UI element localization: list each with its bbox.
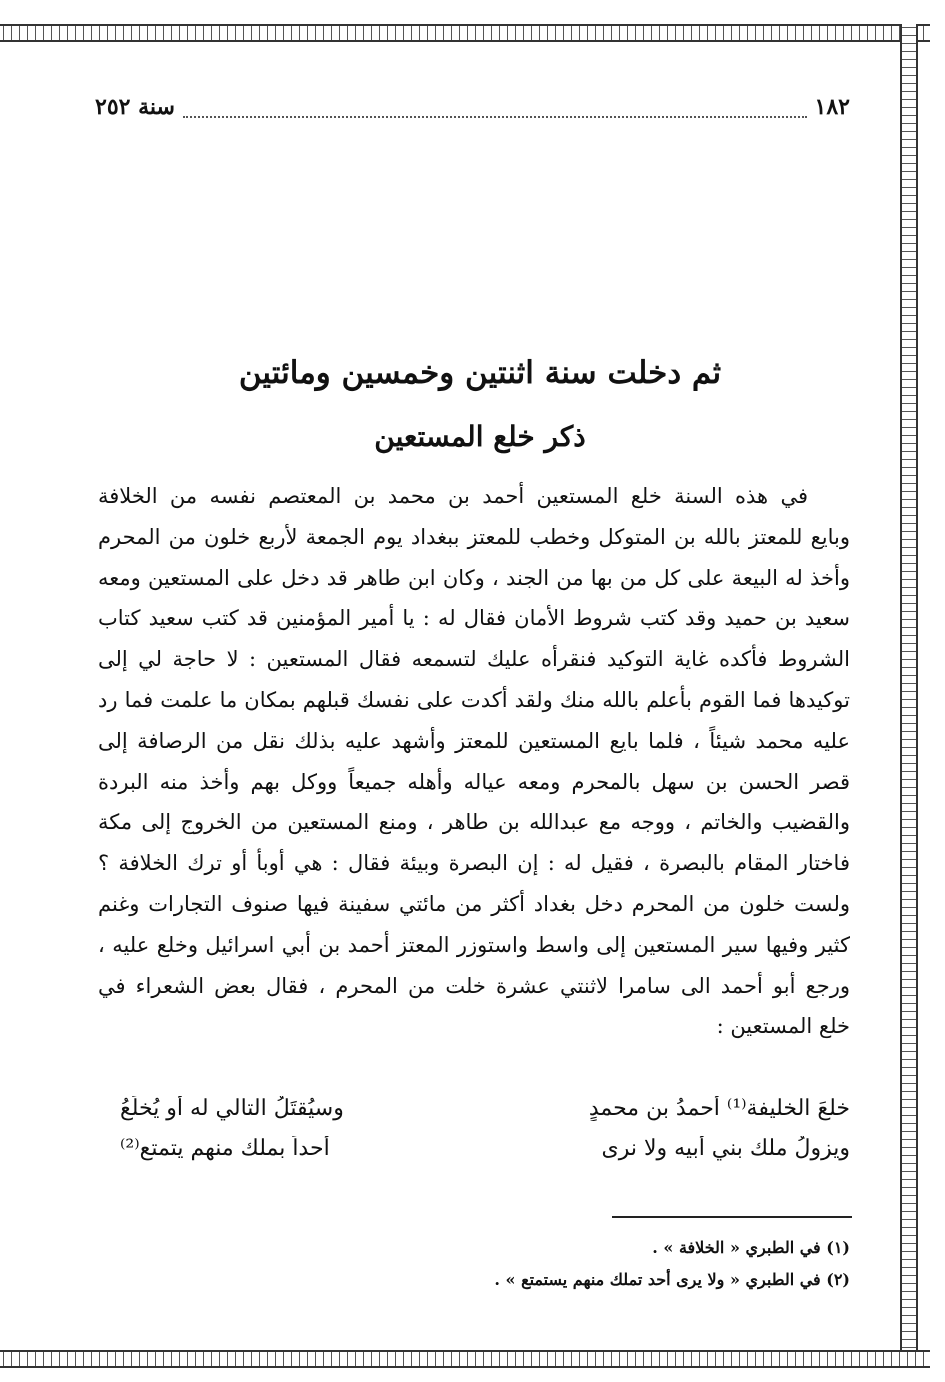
poem-verse	[120, 1088, 850, 1128]
body-line: خلع المستعين :	[716, 1014, 850, 1039]
body-paragraph	[98, 476, 850, 1047]
chapter-title: ثم دخلت سنة اثنتين وخمسين ومائتين	[238, 355, 722, 391]
body-line: فاختار المقام بالبصرة ، فقيل له : إن البصرة وبيئة فقال : هي أوبأ أو ترك الخلافة ؟	[98, 851, 850, 876]
body-line: سعيد بن حميد وقد كتب شروط الأمان فقال له : يا أمير المؤمنين قد كتب سعيد كتاب	[98, 606, 850, 631]
section-title: ذكر خلع المستعين	[374, 420, 586, 453]
verse-first-hemistich: ويزولُ ملك بني أبيه ولا نرى	[601, 1135, 850, 1161]
body-line: ورجع أبو أحمد الى سامرا لاثنتي عشرة خلت من المحرم ، فقال بعض الشعراء في	[98, 973, 850, 998]
decorative-border-bottom	[0, 1350, 930, 1368]
footnote: (٢) في الطبري « ولا يرى أحد تملك منهم يستمتع » .	[494, 1270, 850, 1289]
body-line: عليه محمد شيئاً ، فلما بايع المستعين للمعتز وأشهد عليه بذلك نقل من الرصافة إلى	[98, 728, 850, 753]
body-line: توكيدها فما القوم بأعلم بالله منك ولقد أكدت على نفسك قبلهم بمكان ما علمت فما رد	[98, 687, 850, 712]
verse-first-hemistich: خلعَ الخليفة⁽¹⁾ أحمدُ بن محمدٍ	[588, 1095, 850, 1121]
decorative-border-right	[900, 24, 918, 1368]
running-title: سنة ٢٥٢	[95, 94, 175, 120]
body-line: الشروط فأكده غاية التوكيد فنقرأه عليك لتسمعه فقال المستعين : لا حاجة لي إلى	[98, 647, 850, 672]
running-header	[95, 92, 850, 122]
body-line: كثير وفيها سير المستعين إلى واسط واستوزر المعتز أحمد بن أبي اسرائيل وخلع عليه ،	[98, 932, 850, 957]
footnote: (١) في الطبري « الخلافة » .	[652, 1238, 850, 1257]
body-line: وبايع للمعتز بالله بن المتوكل وخطب للمعتز ببغداد يوم الجمعة لأربع خلون من المحرم	[98, 524, 850, 549]
body-line: ولست خلون من المحرم دخل بغداد أكثر من مائتي سفينة فيها صنوف التجارات وغنم	[98, 891, 850, 916]
poem-verse	[120, 1128, 850, 1168]
decorative-border-top	[0, 24, 930, 42]
header-dot-leader	[183, 102, 807, 118]
page-number: ١٨٢	[814, 94, 850, 120]
verse-second-hemistich: وسيُقتَلُ التالي له أو يُخلَعُ	[120, 1095, 344, 1121]
footnotes	[300, 1232, 850, 1296]
body-line: وأخذ له البيعة على كل من بها من الجند ، وكان ابن طاهر قد دخل على المستعين ومعه	[98, 565, 850, 590]
body-line: في هذه السنة خلع المستعين أحمد بن محمد بن المعتصم نفسه من الخلافة	[98, 484, 808, 508]
body-line: قصر الحسن بن سهل بالمحرم ومعه عياله وأهله جميعاً ووكل بهم وأخذ منه البردة	[98, 769, 850, 794]
footnote-divider	[612, 1216, 852, 1218]
verse-second-hemistich: أحداً بملك منهم يتمتع⁽²⁾	[120, 1135, 330, 1161]
body-line: والقضيب والخاتم ، ووجه مع عبدالله بن طاهر ، ومنع المستعين من الخروج إلى مكة	[98, 810, 850, 835]
poem	[120, 1088, 850, 1168]
